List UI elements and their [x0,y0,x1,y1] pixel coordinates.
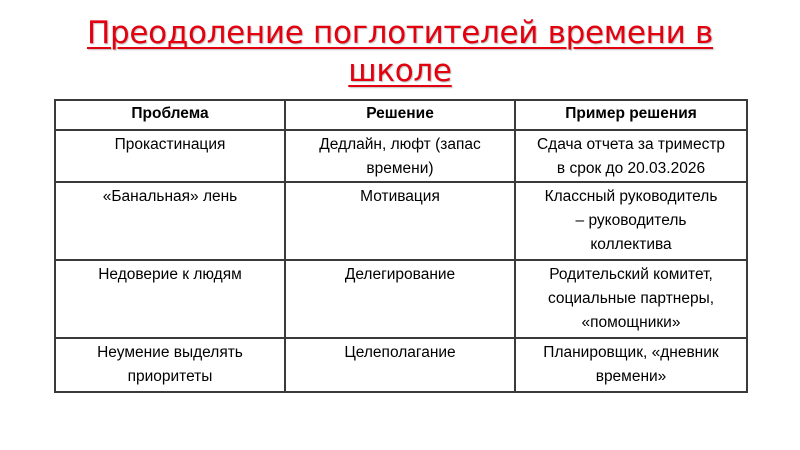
table-header-row [55,100,747,130]
cell-problem [55,130,285,182]
cell-problem [55,182,285,260]
cell-text: Дедлайн, люфт (запас [319,136,481,153]
cell-solution [285,182,515,260]
table-row [55,182,747,260]
cell-text: Мотивация [360,188,440,205]
cell-text: коллектива [590,236,672,253]
header-solution: Решение [285,100,515,130]
cell-text: социальные партнеры, [547,290,715,307]
cell-solution [285,130,515,182]
table-row [55,338,747,392]
header-example: Пример решения [515,100,747,130]
cell-text: Неумение выделять [97,344,243,361]
cell-example [515,130,747,182]
table-row [55,260,747,338]
cell-text: в срок до 20.03.2026 [556,160,706,177]
cell-text: Сдача отчета за триместр [536,136,726,153]
cell-text: приоритеты [127,368,213,385]
cell-solution [285,260,515,338]
cell-text: «помощники» [581,314,681,331]
cell-example [515,182,747,260]
time-wasters-table [54,99,748,393]
cell-text: Делегирование [344,266,456,283]
cell-example [515,260,747,338]
cell-text: – руководитель [575,212,687,229]
table-row [55,130,747,182]
slide-title [60,14,740,90]
cell-text: Родительский комитет, [549,266,713,283]
slide-title-line-2: школе [348,53,452,89]
cell-example [515,338,747,392]
cell-text: времени) [366,160,434,177]
cell-text: Прокастинация [114,136,226,153]
cell-solution [285,338,515,392]
slide-title-line-1: Преодоление поглотителей времени в [87,15,713,51]
cell-problem [55,260,285,338]
cell-text: Планировщик, «дневник [543,344,719,361]
cell-text: Целеполагание [344,344,456,361]
cell-text: Классный руководитель [544,188,718,205]
cell-text: Недоверие к людям [98,266,242,283]
cell-text: времени» [595,368,667,385]
cell-text: «Банальная» лень [102,188,238,205]
cell-problem [55,338,285,392]
header-problem: Проблема [55,100,285,130]
